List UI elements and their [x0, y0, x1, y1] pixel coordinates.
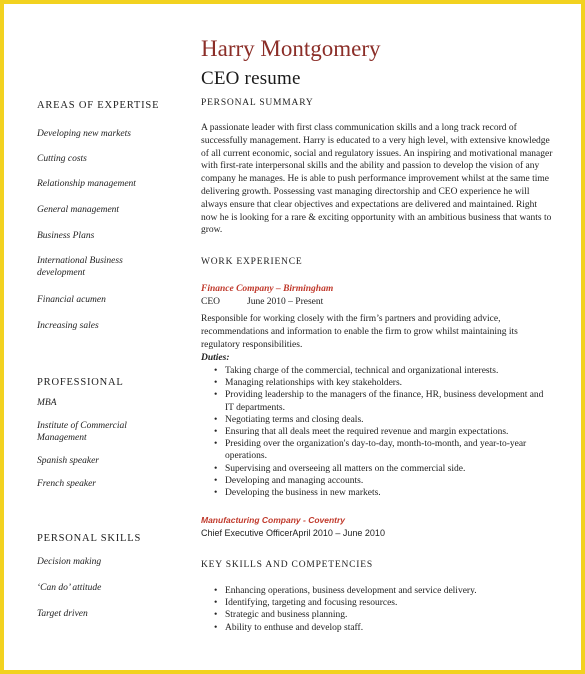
resume-page: [4, 4, 581, 670]
list-item: • Developing the business in new markets.: [225, 487, 553, 499]
job1-dates: June 2010 – Present: [247, 297, 324, 307]
expertise-item: International Business development: [37, 256, 123, 278]
expertise-item: Relationship management: [37, 179, 136, 189]
resume-subtitle: CEO resume: [201, 68, 301, 89]
job2-dates: April 2010 – June 2010: [292, 528, 385, 538]
list-item: • Ensuring that all deals meet the required revenue and margin expectations.: [225, 426, 553, 438]
professional-item: Spanish speaker: [37, 456, 100, 466]
list-item: • Ability to enthuse and develop staff.: [225, 622, 553, 634]
list-item: • Taking charge of the commercial, technical and organizational interests.: [225, 365, 553, 377]
list-item: • Presiding over the organization's day-to-day, month-to-month, and year-to-year operations.: [225, 438, 553, 462]
professional-item: Institute of Commercial Management: [37, 421, 127, 443]
list-item: • Strategic and business planning.: [225, 609, 553, 621]
job1-company: Finance Company – Birmingham: [201, 284, 334, 294]
professional-heading: PROFESSIONAL: [37, 377, 124, 388]
summary-heading: PERSONAL SUMMARY: [201, 98, 314, 108]
personal-skill-item: Target driven: [37, 609, 88, 619]
expertise-heading: AREAS OF EXPERTISE: [37, 100, 160, 111]
job2-company: Manufacturing Company - Coventry: [201, 515, 346, 525]
expertise-item: Increasing sales: [37, 321, 99, 331]
professional-item: MBA: [37, 398, 57, 408]
personal-skills-heading: PERSONAL SKILLS: [37, 533, 142, 544]
job1-role: CEO: [201, 297, 220, 307]
list-item: • Supervising and overseeing all matters on the commercial side.: [225, 463, 553, 475]
list-item: • Enhancing operations, business development and service delivery.: [225, 585, 553, 597]
job2-role: Chief Executive Officer: [201, 528, 293, 538]
job1-description: Responsible for working closely with the firm’s partners and providing advice, recommendations and information to enable the firm to grow whilst maintaining its regulatory responsibilities.: [201, 314, 518, 350]
work-experience-heading: WORK EXPERIENCE: [201, 257, 303, 267]
expertise-item: Financial acumen: [37, 295, 106, 305]
personal-skill-item: Decision making: [37, 557, 102, 567]
expertise-item: Business Plans: [37, 231, 95, 241]
professional-item: French speaker: [37, 479, 96, 489]
key-skills-heading: KEY SKILLS AND COMPETENCIES: [201, 560, 373, 570]
job1-duties-label: Duties:: [201, 353, 230, 363]
job1-role-row: [201, 296, 551, 309]
list-item: • Developing and managing accounts.: [225, 475, 553, 487]
summary-text: A passionate leader with first class communication skills and a long track record of successfully management. Harry is educated to a very high level, with extensive knowledge of all current economic, social and regulatory issues. An inspiring and motivational manager with first-rate interpersonal skills and the ability and passion to develop the vision of any company he manages. He is able to push performance improvement whilst at the same time delivering growth. Possessing vast managing directorship and CEO experience he will always ensure that clear objectives and expectations are delivered and maintained. Right now he is looking for a rare & exciting opportunity with an ambitious business that wants to grow.: [201, 123, 553, 236]
key-skills-list: [213, 585, 553, 634]
list-item: • Providing leadership to the managers of the finance, HR, business development and IT departments.: [225, 389, 553, 413]
job1-duties-list: [213, 365, 553, 499]
job2-role-row: [201, 527, 551, 540]
expertise-item: Developing new markets: [37, 129, 131, 139]
expertise-item: General management: [37, 205, 120, 215]
list-item: • Negotiating terms and closing deals.: [225, 414, 553, 426]
list-item: • Identifying, targeting and focusing resources.: [225, 597, 553, 609]
expertise-item: Cutting costs: [37, 154, 87, 164]
candidate-name: Harry Montgomery: [201, 36, 381, 61]
personal-skill-item: ‘Can do’ attitude: [37, 583, 102, 593]
list-item: • Managing relationships with key stakeholders.: [225, 377, 553, 389]
